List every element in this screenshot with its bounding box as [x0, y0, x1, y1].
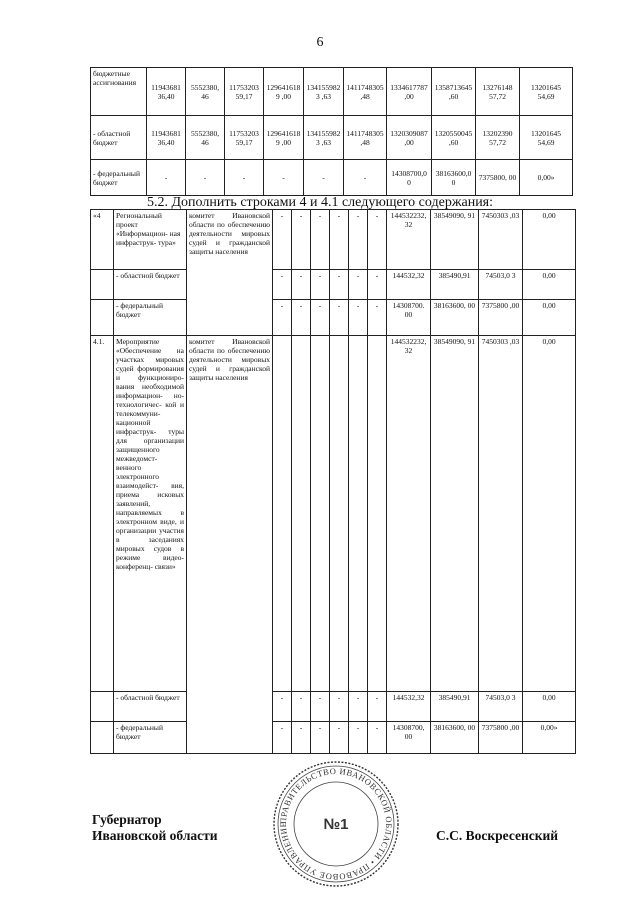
position-line: Губернатор — [92, 812, 162, 827]
table-cell: 11753203 59,17 — [225, 68, 264, 116]
table-row — [91, 336, 576, 692]
table-cell: 38549090, 91 — [431, 336, 479, 692]
table-cell: - — [330, 210, 349, 270]
table-cell: - — [147, 160, 186, 196]
table-cell: 385490,91 — [431, 270, 479, 300]
signatory-name: С.С. Воскресенский — [436, 828, 559, 843]
table-cell: 38549090, 91 — [431, 210, 479, 270]
table-row — [91, 722, 576, 754]
table-cell: - — [349, 300, 368, 336]
table-cell: - — [304, 160, 344, 196]
table-cell: 1296416189 ,00 — [264, 116, 304, 160]
table-row — [91, 270, 576, 300]
table-cell: 5552380, 46 — [186, 68, 225, 116]
table-cell: - — [292, 210, 311, 270]
row-label: - федеральный бюджет — [114, 722, 187, 754]
table-cell: 385490,91 — [431, 692, 479, 722]
table-cell: 5552380, 46 — [186, 116, 225, 160]
table-cell: - — [349, 722, 368, 754]
table-cell: 0,00 — [523, 270, 576, 300]
signatory-position — [92, 812, 218, 844]
table-cell: - — [349, 210, 368, 270]
table-cell: - — [330, 722, 349, 754]
table-cell: - — [264, 160, 304, 196]
table-cell: 144532232, 32 — [387, 210, 431, 270]
table-cell: - — [368, 692, 387, 722]
table-cell: - — [273, 270, 292, 300]
row-label: - областной бюджет — [114, 692, 187, 722]
table-cell: - — [368, 300, 387, 336]
table-cell: 11943681 36,40 — [147, 116, 186, 160]
row-label: - областной бюджет — [91, 116, 147, 160]
table-cell: - — [292, 270, 311, 300]
position-line: Ивановской области — [92, 828, 218, 843]
row-executor: комитет Ивановской области по обеспечению деятельности мировых судей и гражданской защиты населения — [187, 210, 273, 336]
table-cell: 1296416189 ,00 — [264, 68, 304, 116]
table-cell: 11943681 36,40 — [147, 68, 186, 116]
table-cell: - — [311, 722, 330, 754]
table-cell: - — [292, 300, 311, 336]
table-cell: - — [349, 270, 368, 300]
table-row — [91, 68, 573, 116]
table-cell: 13201645 54,69 — [520, 116, 573, 160]
row-name: Региональный проект «Информацион- ная инфраструк- тура» — [114, 210, 187, 270]
table-cell: 14308700. 00 — [387, 300, 431, 336]
table-cell: - — [225, 160, 264, 196]
table-cell: 7450303 ,03 — [479, 336, 523, 692]
table-cell: 14308700,0 0 — [387, 160, 432, 196]
table-cell: - — [349, 692, 368, 722]
table-cell: - — [273, 210, 292, 270]
table-cell: - — [311, 210, 330, 270]
table-cell: - — [273, 692, 292, 722]
table-cell: 1334617787 ,00 — [387, 68, 432, 116]
budget-table-additions — [90, 209, 576, 754]
table-cell: - — [330, 270, 349, 300]
table-cell: 1411748305 ,48 — [344, 68, 387, 116]
table-cell: 13201645 54,69 — [520, 68, 573, 116]
table-cell: - — [330, 300, 349, 336]
section-heading: 5.2. Дополнить строками 4 и 4.1 следующего содержания: — [146, 195, 494, 210]
table-cell: 0,00» — [520, 160, 573, 196]
official-seal — [270, 758, 402, 890]
table-cell: 144532232, 32 — [387, 336, 431, 692]
table-cell: 74503,0 3 — [479, 692, 523, 722]
table-cell: 1358713645 ,60 — [432, 68, 476, 116]
page-number: 6 — [316, 35, 324, 50]
row-number: «4 — [91, 210, 114, 270]
table-cell: 13276148 57,72 — [476, 68, 520, 116]
table-cell: 1341559823 ,63 — [304, 68, 344, 116]
table-cell: 11753203 59,17 — [225, 116, 264, 160]
table-row — [91, 210, 576, 270]
table-cell: 144532,32 — [387, 270, 431, 300]
row-executor: комитет Ивановской области по обеспечению деятельности мировых судей и гражданской защиты населения — [187, 336, 273, 754]
table-cell: - — [330, 692, 349, 722]
table-cell: 7375800, 00 — [476, 160, 520, 196]
table-cell: 7375800 ,00 — [479, 722, 523, 754]
table-cell: 13202390 57,72 — [476, 116, 520, 160]
table-cell: 0,00 — [523, 210, 576, 270]
table-cell: - — [344, 160, 387, 196]
budget-table-continuation — [90, 67, 573, 196]
table-cell: - — [186, 160, 225, 196]
table-cell: 0,00 — [523, 300, 576, 336]
table-cell: - — [292, 722, 311, 754]
table-row — [91, 116, 573, 160]
table-row — [91, 160, 573, 196]
row-label: - федеральный бюджет — [114, 300, 187, 336]
table-cell: 1320550045 ,60 — [432, 116, 476, 160]
table-cell: 7450303 ,03 — [479, 210, 523, 270]
table-cell: 74503,0 3 — [479, 270, 523, 300]
table-cell: - — [368, 722, 387, 754]
table-cell: - — [311, 300, 330, 336]
table-row — [91, 692, 576, 722]
table-cell: - — [311, 692, 330, 722]
table-cell: 7375800 ,00 — [479, 300, 523, 336]
table-cell: 1320309087 ,00 — [387, 116, 432, 160]
row-label: бюджетные ассигнования — [91, 68, 147, 116]
table-cell: 0,00 — [523, 336, 576, 692]
table-cell: 38163600,0 0 — [432, 160, 476, 196]
table-cell: 38163600, 00 — [431, 722, 479, 754]
table-cell: - — [273, 300, 292, 336]
seal-ring-text: ПРАВИТЕЛЬСТВО ИВАНОВСКОЙ ОБЛАСТИ • ПРАВОВОЕ УПРАВЛЕНИЕ — [277, 765, 395, 883]
table-cell: 0,00» — [523, 722, 576, 754]
table-cell: 38163600, 00 — [431, 300, 479, 336]
table-cell: 14308700, 00 — [387, 722, 431, 754]
table-cell: 144532,32 — [387, 692, 431, 722]
row-label: - федеральный бюджет — [91, 160, 147, 196]
table-cell: 1341559823 ,63 — [304, 116, 344, 160]
table-row — [91, 300, 576, 336]
row-number: 4.1. — [91, 336, 114, 692]
table-cell: 1411748305 ,48 — [344, 116, 387, 160]
table-cell: - — [368, 270, 387, 300]
table-cell: - — [273, 722, 292, 754]
seal-number: №1 — [323, 816, 349, 833]
table-cell: 0,00 — [523, 692, 576, 722]
table-cell: - — [292, 692, 311, 722]
table-cell: - — [368, 210, 387, 270]
row-name: Мероприятие «Обеспечение на участках мировых судей формирования и функциониро- вания необходимой информацион- но- технологичес- кой и телекоммуни- кационной инфраструк- туры для организации защищенного межведомст- венного электронного взаимодейст- вия, приема исковых заявлений, направляемых в электронном виде, и организации участия в заседаниях мировых судов в режиме видео- конференц- связи» — [114, 336, 187, 692]
table-cell: - — [311, 270, 330, 300]
row-label: - областной бюджет — [114, 270, 187, 300]
